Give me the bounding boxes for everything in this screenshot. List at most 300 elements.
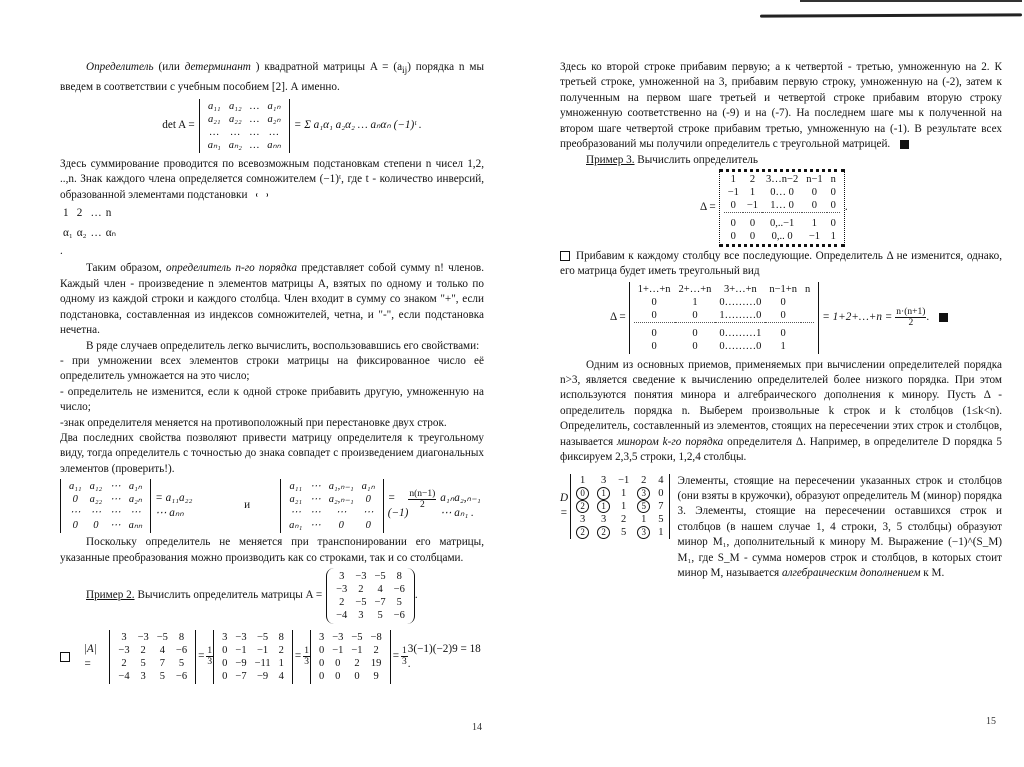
det-matrix <box>199 99 290 153</box>
matrix-cell: 1 <box>278 657 284 669</box>
matrix-cell: −6 <box>175 670 188 682</box>
d-lhs: D = <box>560 491 569 519</box>
matrix-cell: 4 <box>377 583 383 595</box>
matrix-cell: 1 <box>830 230 836 242</box>
matrix-cell: 4 <box>658 474 664 486</box>
matrix-cell: 0 <box>830 186 836 198</box>
matrix-cell: α₁ <box>63 226 73 239</box>
matrix-cell: 1 <box>730 173 736 185</box>
matrix-cell: 2+…+n <box>678 283 712 295</box>
term-algebraic-complement: алгебраическим дополнением <box>781 566 921 579</box>
paragraph-minors <box>560 358 1002 466</box>
numerator: 1 <box>402 646 407 657</box>
matrix-cell: 1 <box>780 340 786 352</box>
matrix-row <box>634 340 815 353</box>
matrix-cell: 3 <box>600 513 607 525</box>
matrix-row <box>332 609 409 622</box>
delta-lhs: Δ = <box>700 201 716 214</box>
matrix-cell: −6 <box>175 644 188 656</box>
circled-element: 2 <box>576 500 589 513</box>
matrix-cell: 3+…+n <box>723 283 757 295</box>
matrix-cell: a₁₁ <box>289 481 302 493</box>
matrix-cell: 0 <box>651 340 657 352</box>
qed-icon <box>900 140 909 149</box>
matrix-cell: 5 <box>658 513 664 525</box>
matrix-cell: −3 <box>355 570 367 582</box>
matrix-cell: −1 <box>351 644 363 656</box>
coef-fraction <box>401 646 408 667</box>
solution-det-2 <box>213 630 293 684</box>
matrix-row <box>218 657 288 670</box>
matrix-row <box>634 296 815 309</box>
matrix-cell <box>572 500 593 513</box>
numerator: n(n−1) <box>409 488 436 499</box>
matrix-cell: 0 <box>830 217 836 229</box>
matrix-cell: a₁₁ <box>207 101 221 113</box>
matrix-cell: 4 <box>159 644 165 656</box>
matrix-row <box>114 631 191 644</box>
matrix-cell: n <box>830 173 836 185</box>
matrix-row <box>285 493 379 506</box>
matrix-cell: 2 <box>749 173 756 185</box>
matrix-cell: 0 <box>365 494 371 506</box>
matrix-cell: −9 <box>235 657 247 669</box>
numerator: 1 <box>304 646 309 657</box>
matrix-cell: −1 <box>332 644 344 656</box>
matrix-cell: ⋯ <box>110 520 121 532</box>
matrix-row <box>724 186 840 199</box>
matrix-cell: a₂₂ <box>89 494 103 506</box>
denominator: 3 <box>207 657 213 668</box>
matrix-cell <box>593 487 614 500</box>
matrix-cell: −3 <box>235 631 247 643</box>
matrix-row <box>285 519 379 532</box>
text: Прибавим к каждому столбцу все последующие. Определитель Δ не изменится, однако, его матрица будет иметь треугольный вид <box>560 249 1002 278</box>
matrix-cell: 0 <box>222 657 228 669</box>
matrix-cell: … <box>249 140 260 152</box>
triangular-rhs: = a₁₁a₂₂ ⋯ aₙₙ <box>155 491 193 520</box>
matrix-cell: −3 <box>336 583 348 595</box>
matrix-row <box>634 283 815 296</box>
example2-statement: Пример 2. Вычислить определитель матрицы A = 3 −3 −5 8 −3 2 4 −6 2 −5 −7 5 −4 3 5 −6 . <box>86 568 484 624</box>
matrix-cell: 0 <box>811 186 818 198</box>
page-number: 14 <box>472 722 482 733</box>
matrix-cell: aₙₙ <box>128 520 143 532</box>
matrix-cell: 5 <box>159 670 165 682</box>
matrix-cell <box>593 526 614 539</box>
matrix-cell: 0 <box>222 670 228 682</box>
matrix-row <box>114 670 191 683</box>
matrix-cell: −6 <box>393 609 405 621</box>
numerator: 1 <box>207 646 213 657</box>
solution-result: 3(−1)(−2)9 = 18 . <box>407 642 481 670</box>
matrix-cell: 0 <box>811 199 818 211</box>
matrix-cell: a₁₁ <box>69 481 82 493</box>
example2-matrix <box>326 568 415 624</box>
matrix-cell: 1 <box>811 217 818 229</box>
matrix-cell: −9 <box>257 670 269 682</box>
matrix-row <box>724 173 840 186</box>
text: Здесь суммирование проводится по всевозможным подстановкам степени n чисел 1,2, ..,n. Знак каждого члена определяется сомножителем (−1)ᵗ, где t - количество инверсий, образованной элементами подстановки <box>60 158 484 201</box>
matrix-cell: 0………0 <box>719 296 762 308</box>
text: Здесь ко второй строке прибавим первую; а к четвертой - третью, умноженную на 2. К третьей строке, умноженной на 3, прибавим первую строку, умноженную на (-2), затем к полученным на первом шаге третьей и четвертой строке прибавим вторую строку умноженную соответственно на (-9) и на (-7). На последнем шаге мы к полученной на втором шаге четвертой строке прибавим третью, умноженную на (-1). В результате всех преобразований мы получили определитель с треугольной матрицей. <box>560 61 1002 151</box>
matrix-row <box>724 199 840 213</box>
result-fraction <box>895 307 926 328</box>
matrix-cell: 3 <box>339 570 345 582</box>
matrix-cell: … <box>230 127 240 139</box>
matrix-row <box>114 657 191 670</box>
circled-element: 2 <box>597 526 610 539</box>
denominator: 3 <box>402 657 407 668</box>
matrix-row <box>65 493 146 506</box>
matrix-cell: aₙ₂ <box>228 140 242 152</box>
matrix-cell: 0 <box>692 340 698 352</box>
page-number: 15 <box>986 716 996 727</box>
matrix-cell: −3 <box>118 644 130 656</box>
matrix-cell: −4 <box>118 670 130 682</box>
matrix-cell: aₙₙ <box>267 140 281 152</box>
matrix-cell: 3 <box>121 631 127 643</box>
text: ) порядка n мы введем в соответствии с учебным пособием [2]. А именно. <box>60 61 484 93</box>
matrix-cell: 0 <box>780 296 786 308</box>
matrix-cell: 2 <box>373 644 379 656</box>
matrix-row <box>62 205 117 222</box>
right-page <box>560 60 1002 581</box>
triangular-delta-rhs: = 1+2+…+n = <box>822 310 893 323</box>
matrix-row <box>572 487 667 500</box>
solution-start-icon <box>560 251 570 261</box>
matrix-row <box>332 583 409 596</box>
scan-artifact <box>800 0 1022 2</box>
matrix-cell: 0 <box>354 670 360 682</box>
circled-element: 0 <box>576 487 589 500</box>
circled-element: 1 <box>597 500 610 513</box>
matrix-cell: 5 <box>621 526 627 538</box>
matrix-cell: ⋯ <box>290 507 301 519</box>
matrix-row <box>65 506 146 519</box>
triangular-det <box>60 479 151 533</box>
matrix-cell: 5 <box>178 657 185 669</box>
matrix-cell: −3 <box>332 631 344 643</box>
matrix-cell: −5 <box>374 570 386 582</box>
matrix-d <box>570 474 669 539</box>
matrix-cell: a₁ₙ <box>267 101 281 113</box>
matrix-cell: a₂₁ <box>207 114 221 126</box>
matrix-cell: −5 <box>355 596 367 608</box>
matrix-cell: 1 <box>63 207 69 220</box>
matrix-row <box>218 631 288 644</box>
matrix-row <box>572 474 667 487</box>
triangular-delta-matrix <box>629 282 820 354</box>
solution-lhs: |A| = <box>83 642 97 670</box>
term-nth-order: определитель n-го порядка <box>165 262 297 275</box>
matrix-cell: a₂ₙ <box>267 114 281 126</box>
matrix-row <box>204 126 285 139</box>
matrix-row <box>572 513 667 526</box>
matrix-row <box>204 113 285 126</box>
matrix-cell: −1 <box>257 644 269 656</box>
matrix-cell: … <box>249 127 260 139</box>
matrix-cell: 1 <box>658 526 664 538</box>
subscript: ij <box>402 66 408 77</box>
numerator: n·(n+1) <box>896 307 926 318</box>
solution-start-icon <box>60 652 70 662</box>
matrix-cell: 5 <box>140 657 146 669</box>
matrix-cell: 0 <box>318 670 325 682</box>
matrix-cell: … <box>90 207 102 220</box>
matrix-row <box>65 519 146 532</box>
anti-rhs-suffix: a₁ₙa₂,ₙ₋₁ ⋯ aₙ₁ . <box>440 491 481 520</box>
anti-rhs-prefix: = (−1) <box>387 491 409 520</box>
matrix-cell: 2 <box>621 513 627 525</box>
matrix-cell: 3 <box>600 474 607 486</box>
matrix-cell: 5 <box>396 596 402 608</box>
matrix-cell: 1 <box>692 296 698 308</box>
matrix-cell: aₙ₁ <box>207 140 221 152</box>
matrix-cell: ⋯ <box>110 507 121 519</box>
circled-element: 3 <box>637 487 650 500</box>
matrix-cell: −8 <box>370 631 382 643</box>
matrix-cell: 3 <box>358 609 364 621</box>
term-minor: минором k-го порядка <box>617 435 724 448</box>
coef-fraction <box>206 646 213 667</box>
matrix-cell: 2 <box>641 474 647 486</box>
matrix-cell: 3 <box>140 670 146 682</box>
matrix-cell: 0 <box>730 230 736 242</box>
matrix-cell: −1 <box>235 644 247 656</box>
matrix-row <box>724 217 840 230</box>
matrix-cell: −3 <box>137 631 149 643</box>
matrix-cell: ⋯ <box>70 507 81 519</box>
matrix-row <box>204 139 285 152</box>
matrix-cell: ⋯ <box>310 481 321 493</box>
circled-element: 2 <box>576 526 589 539</box>
matrix-cell: 2 <box>339 596 345 608</box>
matrix-cell: a₁,ₙ₋₁ <box>328 481 354 493</box>
matrix-cell: … <box>269 127 279 139</box>
matrix-cell: ⋯ <box>90 507 102 519</box>
circled-element: 1 <box>597 487 610 500</box>
matrix-cell: 3 <box>222 631 228 643</box>
text: представляет собой сумму n! членов. Каждый член - произведение n элементов матрицы A, взятых по одному и только по одному из каждой строки и каждого столбца. Член входит в сумму со знаком "+", если подстановка, составленная из индексов сомножителей, четна, и "-", если подстановка нечетна. <box>60 262 484 337</box>
paragraph-properties: В ряде случаев определитель легко вычислить, воспользовавшись его свойствами: <box>86 339 480 352</box>
left-page: Определитель (или детерминант ) квадратной матрицы $A = (a_{ij})$ порядка n мы введем в соответствии с учебным пособием [2]. А именно. det A = a₁₁ a₁₂ … a₁ₙ a₂₁ a₂₂ … a₂ₙ … … … … aₙ₁ aₙ₂ … aₙₙ = Σ a₁α₁ a₂α₂ … aₙαₙ (−1)ᵗ . Здесь суммирование проводится по всевозможным подстановкам степени n чисел 1,2, ..,n. Знак каждого члена определяется сомножителем (−1)ᵗ, где t - количество инверсий, образованной элементами подстановки 1 2 … n α₁ α₂ … αₙ . Таким образом, определитель n-го порядка представляет собой сумму n! членов. Каждый член - произведение n элементов матрицы A, взятых по одному и только по одному из каждой строки и каждого столбца. Член входит в сумму со знаком "+", если подстановка, составленная из индексов сомножителей, четна, и "-", если подстановка нечетна. В ряде случаев определитель легко вычислить, воспользовавшись его свойствами: - при умножении всех элементов строки матрицы на фиксированное число её определитель умножается на это число; - определитель не изменится, если к одной строке прибавить другую, умноженную на число; -знак определителя меняется на противоположный при перестановке двух строк. Два последних свойства позволяют привести матрицу определителя к треугольному виду, тогда определитель с точностью до знака совпадет с произведением диагональных элементов (проверить!). a₁₁ a₁₂ ⋯ a₁ₙ 0 a₂₂ ⋯ a₂ₙ ⋯ ⋯ ⋯ ⋯ 0 0 ⋯ aₙₙ = a₁₁a₂₂ ⋯ aₙₙ и a₁₁ ⋯ a₁,ₙ₋₁ a₁ₙ a₂₁ ⋯ a₂,ₙ₋₁ 0 ⋯ ⋯ ⋯ ⋯ aₙ₁ ⋯ 0 0 = (−1) $\frac{n(n-1)}{2}$ a₁ₙa₂,ₙ₋₁ ⋯ aₙ₁ . Поскольку определитель не меняется при транспонировании его матрицы, указанные преобразования можно производить как со строками, так и со столбцами. Пример 2. Вычислить определитель матрицы A = 3 −3 −5 8 −3 2 4 −6 2 −5 −7 5 −4 3 5 −6 . |A| = 3 −3 −5 8 −3 2 4 −6 2 5 7 5 −4 3 5 −6 = $\frac{1}{3}$ 3 −3 −5 8 0 −1 −1 2 0 −9 −11 1 0 −7 −9 4 = $\frac{1}{3}$ 3 −3 −5 −8 0 −1 −1 2 0 0 2 19 0 0 0 9 = $\frac{1}{3}$ 3(−1)(−2)9 = 18 . <box>60 61 484 682</box>
matrix-cell: 2 <box>278 644 284 656</box>
matrix-cell: 0 <box>335 670 341 682</box>
matrix-cell: 2 <box>140 644 146 656</box>
matrix-cell: 3 <box>579 513 586 525</box>
matrix-cell: 0,..−1 <box>769 217 795 229</box>
matrix-cell: 2 <box>358 583 364 595</box>
matrix-cell: −1 <box>808 230 820 242</box>
matrix-cell: 1 <box>641 513 647 525</box>
matrix-cell <box>593 500 614 513</box>
det-formula <box>100 99 484 153</box>
text: Элементы, стоящие на пересечении указанных строк и столбцов (они взяты в кружочки), образуют определитель M (минор) порядка 3. Элементы, стоящие на пересечении оставшихся строк и столбцов (в нашем случае 1, 4 строки, 3, 5 столбцы) образуют минор M₁, дополнительный к минору M. Выражение (−1)^(S_M) M₁, где S_M - сумма номеров строк и столбцов, в которых стоит минор M, называется <box>677 474 1002 579</box>
paragraph-two-last: Два последних свойства позволяют привести матрицу определителя к треугольному виду, тогда определитель с точностью до знака совпадет с произведением диагональных элементов (проверить!). <box>60 431 484 475</box>
matrix-row <box>572 526 667 539</box>
delta-lhs: Δ = <box>610 310 626 323</box>
matrix-row <box>724 230 840 243</box>
matrix-cell: 3 <box>318 631 325 643</box>
example2-label: Пример 2. <box>86 589 135 602</box>
matrix-cell: 0 <box>651 327 657 339</box>
det-lhs: det A = <box>162 119 195 132</box>
matrix-cell: 0………1 <box>719 327 762 339</box>
matrix-row <box>315 631 386 644</box>
property-item: -знак определителя меняется на противоположный при перестановке двух строк. <box>60 416 447 429</box>
matrix-cell: 2 <box>121 657 127 669</box>
matrix-cell: a₁ₙ <box>128 481 142 493</box>
matrix-cell: −5 <box>257 631 269 643</box>
matrix-cell: −7 <box>374 596 386 608</box>
minor-example <box>560 474 1002 582</box>
example2-text: Вычислить определитель матрицы A = <box>137 589 323 602</box>
matrix-cell: 0 <box>830 199 836 211</box>
matrix-cell: 3…n−2 <box>766 173 799 185</box>
solution-det-3 <box>310 630 391 684</box>
matrix-row <box>218 644 288 657</box>
qed-icon <box>939 313 948 322</box>
substitution-matrix <box>256 193 268 197</box>
matrix-cell: … <box>209 127 219 139</box>
denominator: 2 <box>908 318 914 329</box>
matrix-cell: 19 <box>370 657 382 669</box>
matrix-cell: 9 <box>373 670 379 682</box>
matrix-cell: ⋯ <box>362 507 374 519</box>
matrix-cell: 1………0 <box>719 309 762 321</box>
matrix-cell: 1… 0 <box>770 199 794 211</box>
matrix-cell <box>633 487 654 500</box>
matrix-row <box>315 670 386 683</box>
circled-element: 5 <box>637 500 650 513</box>
anti-triangular-det <box>280 479 384 533</box>
matrix-row <box>572 500 667 513</box>
matrix-cell: 1+…+n <box>637 283 671 295</box>
matrix-cell: 0 <box>338 520 344 532</box>
text: Таким образом, <box>86 262 166 275</box>
example2-solution: |A| = 3 −3 −5 8 −3 2 4 −6 2 5 7 5 −4 3 5 −6 = $\frac{1}{3}$ 3 −3 −5 8 0 −1 −1 2 0 −9 −11 1 0 −7 −9 4 = $\frac{1}{3}$ 3 −3 −5 −8 0 −1 −1 2 0 0 2 19 0 0 0 9 = $\frac{1}{3}$ 3(−1)(−2)9 = 18 . <box>60 630 484 684</box>
matrix-row <box>634 309 815 323</box>
matrix-cell: n−1+n <box>769 283 797 295</box>
matrix-row <box>285 506 379 519</box>
matrix-cell: 0 <box>730 217 736 229</box>
term-determinant: Определитель <box>86 61 154 73</box>
matrix-cell: 0 <box>658 487 664 499</box>
exponent-fraction <box>408 489 436 510</box>
property-item: - при умножении всех элементов строки матрицы на фиксированное число её определитель умножается на это число; <box>60 354 484 383</box>
matrix-cell: ⋯ <box>310 520 321 532</box>
matrix-cell: 0 <box>72 520 78 532</box>
property-item: - определитель не изменится, если к одной строке прибавить другую, умноженную на число; <box>60 385 484 414</box>
matrix-cell: 0 <box>222 644 228 656</box>
matrix-cell: a₂₂ <box>229 114 242 126</box>
matrix-cell: −6 <box>393 583 405 595</box>
matrix-cell: −5 <box>351 631 363 643</box>
matrix-cell: 0 <box>780 327 786 339</box>
example3-label: Пример 3. <box>586 154 635 167</box>
matrix-cell: 0 <box>365 520 371 532</box>
coef-fraction <box>303 646 310 667</box>
matrix-row <box>332 570 409 583</box>
matrix-cell: 7 <box>658 500 664 512</box>
matrix-cell: ⋯ <box>110 481 121 493</box>
matrix-cell: 0 <box>780 309 786 321</box>
matrix-cell: 1 <box>579 474 586 486</box>
matrix-cell: a₁ₙ <box>361 481 375 493</box>
matrix-cell: 0 <box>318 657 325 669</box>
circled-element: 3 <box>637 526 650 539</box>
matrix-cell: −11 <box>254 657 271 669</box>
matrix-row <box>315 657 386 670</box>
matrix-row <box>315 644 386 657</box>
matrix-cell: 8 <box>396 570 402 582</box>
matrix-row <box>285 480 379 493</box>
matrix-cell: −1 <box>746 199 759 211</box>
matrix-cell: 1 <box>621 487 627 499</box>
matrix-cell <box>633 500 654 513</box>
paragraph-thus <box>60 261 484 338</box>
delta-matrix <box>719 169 845 247</box>
matrix-cell: 0 <box>651 296 657 308</box>
conjunction: и <box>244 499 251 512</box>
matrix-cell: ⋯ <box>110 494 121 506</box>
matrix-cell: 2 <box>354 657 360 669</box>
paragraph-add-columns <box>560 249 1002 280</box>
matrix-cell: a₁₂ <box>229 101 242 113</box>
matrix-row <box>332 596 409 609</box>
matrix-cell <box>572 526 593 539</box>
matrix-cell: −1 <box>727 186 739 198</box>
text: определителя Δ. Например, в определителе D порядка 5 фиксируем 2,3,5 строки, 1,2,4 столбцы. <box>560 435 1003 464</box>
matrix-cell: 0 <box>692 309 698 321</box>
matrix-cell: 0 <box>730 199 736 211</box>
text: (или <box>153 61 185 73</box>
example3-text: Вычислить определитель <box>634 154 758 167</box>
triangular-formulas <box>60 479 484 533</box>
matrix-cell: n <box>804 283 811 295</box>
text: ) квадратной матрицы A = (a <box>250 61 403 73</box>
matrix-cell: 0 <box>93 520 99 532</box>
matrix-cell: 0 <box>749 230 756 242</box>
matrix-row <box>65 480 146 493</box>
matrix-cell: −4 <box>336 609 348 621</box>
matrix-cell: a₁₂ <box>89 481 103 493</box>
matrix-cell: ⋯ <box>130 507 141 519</box>
text: к M. <box>920 566 945 579</box>
matrix-cell: −1 <box>618 474 630 486</box>
denominator: 2 <box>419 499 425 510</box>
matrix-cell: aₙ₁ <box>289 520 303 532</box>
matrix-cell: 1 <box>621 500 627 512</box>
matrix-cell: 5 <box>377 609 383 621</box>
matrix-row <box>634 327 815 340</box>
matrix-cell: a₂₁ <box>289 494 302 506</box>
matrix-cell: αₙ <box>105 226 117 239</box>
det-rhs: = Σ a₁α₁ a₂α₂ … aₙαₙ (−1)ᵗ . <box>293 119 422 132</box>
matrix-cell: ⋯ <box>310 507 321 519</box>
scan-artifact <box>760 13 1022 17</box>
matrix-cell <box>633 526 654 539</box>
matrix-cell: 0 <box>72 494 78 506</box>
paragraph-summation <box>60 157 484 203</box>
matrix-cell: ⋯ <box>310 494 321 506</box>
matrix-cell: −7 <box>235 670 247 682</box>
matrix-cell: 8 <box>278 631 284 643</box>
paragraph-steps <box>560 60 1002 152</box>
matrix-d-block <box>560 474 670 539</box>
matrix-row <box>204 100 285 113</box>
